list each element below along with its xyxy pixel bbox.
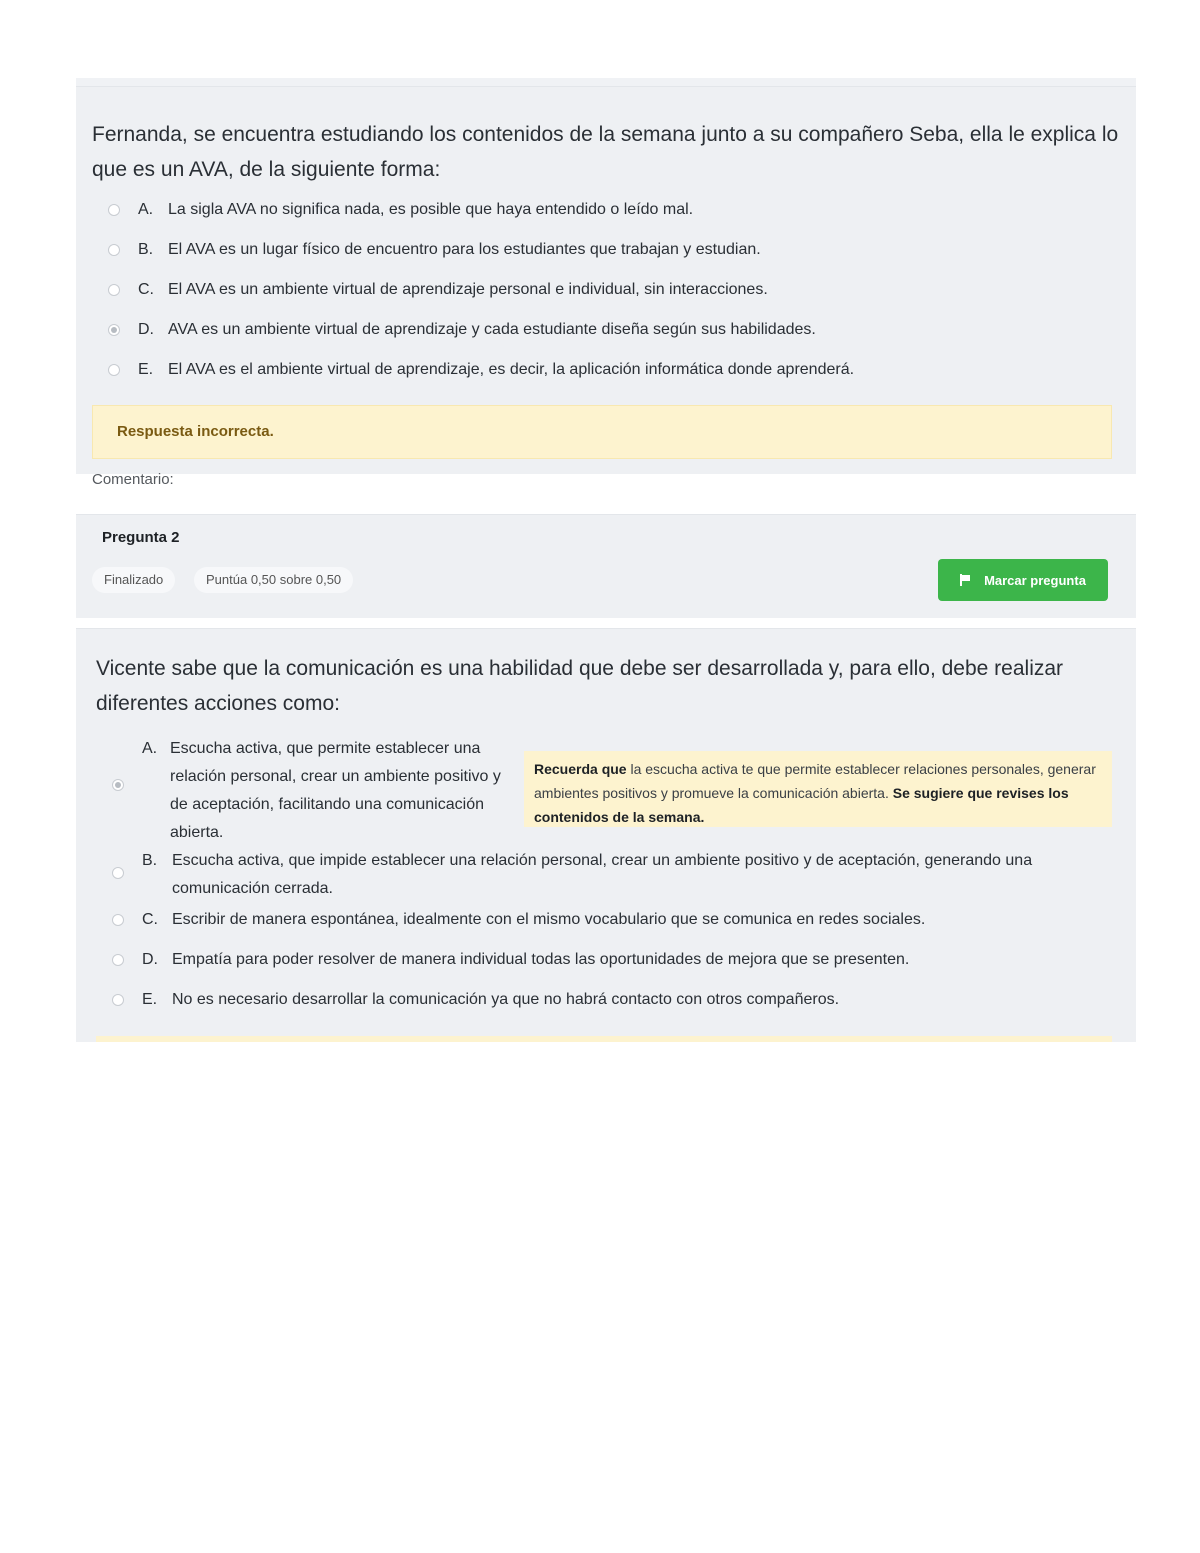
q2-option-a[interactable]	[96, 735, 1120, 847]
radio-icon[interactable]	[112, 954, 124, 966]
comment-label: Comentario:	[92, 471, 174, 488]
question-1-panel	[76, 78, 1136, 488]
option-letter: A.	[142, 740, 158, 757]
option-text: El AVA es un ambiente virtual de aprendizaje personal e individual, sin interacciones.	[168, 281, 768, 298]
radio-checked-icon[interactable]	[108, 324, 120, 336]
specific-feedback	[524, 751, 1112, 827]
question-number: Pregunta 2	[102, 529, 180, 546]
option-letter: D.	[142, 951, 158, 968]
q1-option-d[interactable]	[92, 319, 1120, 359]
option-text: El AVA es un lugar físico de encuentro para los estudiantes que trabajan y estudian.	[168, 241, 761, 258]
option-text: AVA es un ambiente virtual de aprendizaje y cada estudiante diseña según sus habilidades.	[168, 321, 816, 338]
score-badge: Puntúa 0,50 sobre 0,50	[194, 567, 353, 593]
state-badge: Finalizado	[92, 567, 175, 593]
option-letter: E.	[138, 361, 154, 378]
radio-icon[interactable]	[108, 284, 120, 296]
radio-icon[interactable]	[108, 204, 120, 216]
question-1-content	[76, 86, 1136, 488]
feedback-body: la escucha activa te que permite establecer relaciones personales, generar ambientes positivos y promueve la comunicación abierta.	[534, 761, 1096, 801]
question-2-panel	[76, 628, 1136, 1042]
option-text: Empatía para poder resolver de manera individual todas las oportunidades de mejora que se presenten.	[172, 951, 910, 968]
option-letter: B.	[142, 852, 158, 869]
q1-option-a[interactable]	[92, 199, 1120, 239]
option-letter: C.	[138, 281, 154, 298]
q2-option-b[interactable]	[96, 847, 1120, 909]
radio-icon[interactable]	[108, 244, 120, 256]
flag-button-label: Marcar pregunta	[984, 572, 1086, 588]
option-text: Escucha activa, que impide establecer una relación personal, crear un ambiente positivo y de aceptación, generando una comunicación cerrada.	[172, 852, 1033, 897]
q2-option-d[interactable]	[96, 949, 1120, 989]
q1-option-e[interactable]	[92, 359, 1120, 399]
flag-question-button[interactable]	[938, 559, 1108, 601]
q1-option-b[interactable]	[92, 239, 1120, 279]
radio-icon[interactable]	[112, 914, 124, 926]
question-2-text: Vicente sabe que la comunicación es una habilidad que debe ser desarrollada y, para ello, debe realizar diferentes acciones como:	[96, 657, 1064, 715]
option-text: El AVA es el ambiente virtual de aprendizaje, es decir, la aplicación informática donde aprenderá.	[168, 361, 855, 378]
radio-icon[interactable]	[112, 867, 124, 879]
radio-icon[interactable]	[112, 994, 124, 1006]
feedback-lead: Recuerda que	[534, 761, 627, 777]
feedback-incorrect: Respuesta incorrecta.	[92, 405, 1112, 459]
option-letter: E.	[142, 991, 158, 1008]
option-text: No es necesario desarrollar la comunicación ya que no habrá contacto con otros compañeros.	[172, 991, 840, 1008]
q2-option-e[interactable]	[96, 989, 1120, 1029]
option-letter: D.	[138, 321, 154, 338]
radio-checked-icon[interactable]	[112, 779, 124, 791]
feedback-strip	[96, 1036, 1112, 1042]
q1-option-c[interactable]	[92, 279, 1120, 319]
question-1-text: Fernanda, se encuentra estudiando los contenidos de la semana junto a su compañero Seba, ella le explica lo que es un AVA, de la siguiente forma:	[92, 123, 1119, 181]
option-text: Escucha activa, que permite establecer una relación personal, crear un ambiente positivo y de aceptación, facilitando una comunicación abierta.	[170, 740, 501, 841]
feedback-tail: Se sugiere que revises los contenidos de la semana.	[534, 785, 1069, 825]
option-letter: A.	[138, 201, 154, 218]
question-2-header	[76, 514, 1136, 618]
q2-option-c[interactable]	[96, 909, 1120, 949]
option-letter: B.	[138, 241, 154, 258]
option-text: La sigla AVA no significa nada, es posible que haya entendido o leído mal.	[168, 201, 694, 218]
option-letter: C.	[142, 911, 158, 928]
option-text: Escribir de manera espontánea, idealmente con el mismo vocabulario que se comunica en redes sociales.	[172, 911, 926, 928]
radio-icon[interactable]	[108, 364, 120, 376]
flag-icon	[960, 574, 972, 586]
